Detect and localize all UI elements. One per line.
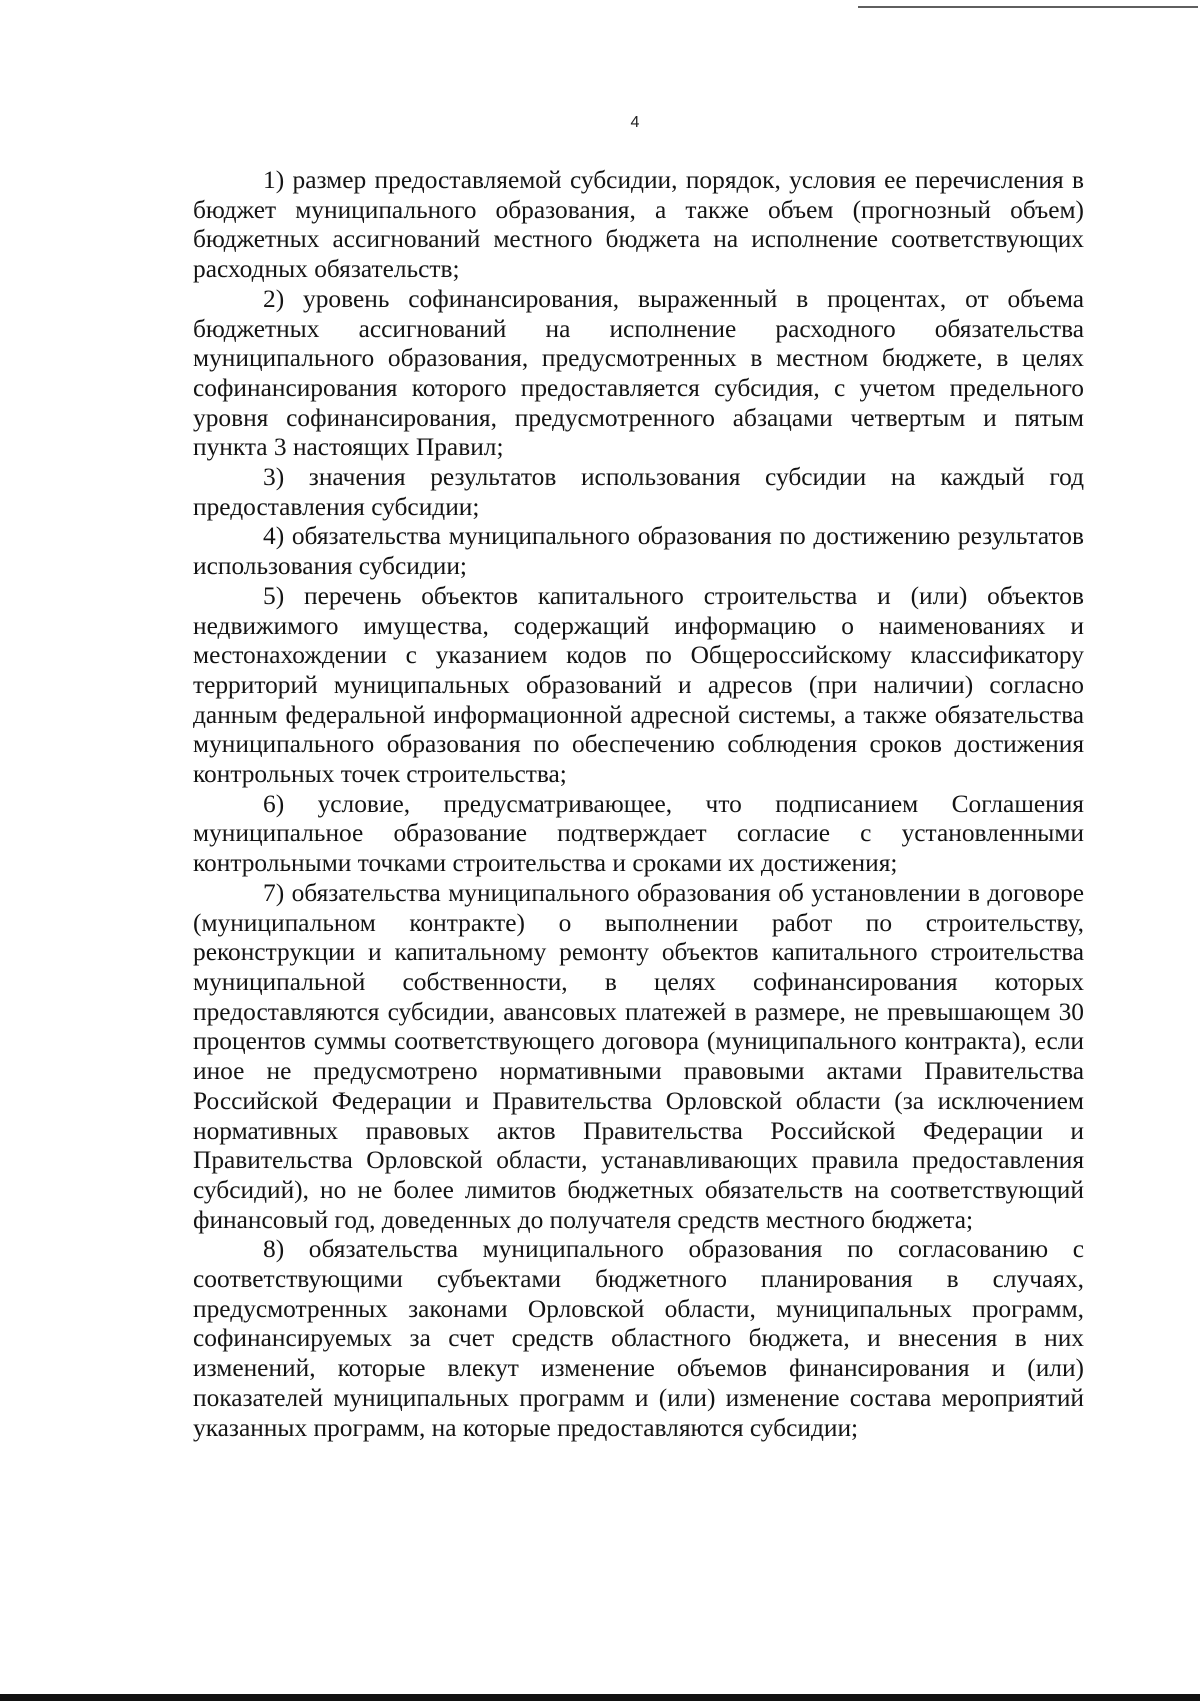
page-number: 4	[630, 114, 640, 131]
list-item-4: 4) обязательства муниципального образования по достижению результатов использования субсидии;	[193, 522, 1084, 581]
list-item-1: 1) размер предоставляемой субсидии, порядок, условия ее перечисления в бюджет муниципального образования, а также объем (прогнозный объем) бюджетных ассигнований местного бюджета на исполнение соответствующих расходных обязательств;	[193, 166, 1084, 284]
document-body	[193, 166, 1084, 1443]
list-item-2: 2) уровень софинансирования, выраженный в процентах, от объема бюджетных ассигнований на исполнение расходного обязательства муниципального образования, предусмотренных в местном бюджете, в целях софинансирования которого предоставляется субсидия, с учетом предельного уровня софинансирования, предусмотренного абзацами четвертым и пятым пункта 3 настоящих Правил;	[193, 284, 1084, 462]
list-item-8: 8) обязательства муниципального образования по согласованию с соответствующими субъектами бюджетного планирования в случаях, предусмотренных законами Орловской области, муниципальных программ, софинансируемых за счет средств областного бюджета, и внесения в них изменений, которые влекут изменение объемов финансирования и (или) показателей муниципальных программ и (или) изменение состава мероприятий указанных программ, на которые предоставляются субсидии;	[193, 1235, 1084, 1442]
list-item-6: 6) условие, предусматривающее, что подписанием Соглашения муниципальное образование подтверждает согласие с установленными контрольными точками строительства и сроками их достижения;	[193, 789, 1084, 878]
list-item-7: 7) обязательства муниципального образования об установлении в договоре (муниципальном контракте) о выполнении работ по строительству, реконструкции и капитальному ремонту объектов капитального строительства муниципальной собственности, в целях софинансирования которых предоставляются субсидии, авансовых платежей в размере, не превышающем 30 процентов суммы соответствующего договора (муниципального контракта), если иное не предусмотрено нормативными правовыми актами Правительства Российской Федерации и Правительства Орловской области (за исключением нормативных правовых актов Правительства Российской Федерации и Правительства Орловской области, устанавливающих правила предоставления субсидий), но не более лимитов бюджетных обязательств на соответствующий финансовый год, доведенных до получателя средств местного бюджета;	[193, 878, 1084, 1234]
scan-edge-line-bottom	[0, 1694, 1200, 1701]
list-item-3: 3) значения результатов использования субсидии на каждый год предоставления субсидии;	[193, 463, 1084, 521]
scan-edge-line-top	[858, 6, 1198, 8]
list-item-5: 5) перечень объектов капитального строительства и (или) объектов недвижимого имущества, содержащий информацию о наименованиях и местонахождении с указанием кодов по Общероссийскому классификатору территорий муниципальных образований и адресов (при наличии) согласно данным федеральной информационной адресной системы, а также обязательства муниципального образования по обеспечению соблюдения сроков достижения контрольных точек строительства;	[193, 581, 1084, 789]
